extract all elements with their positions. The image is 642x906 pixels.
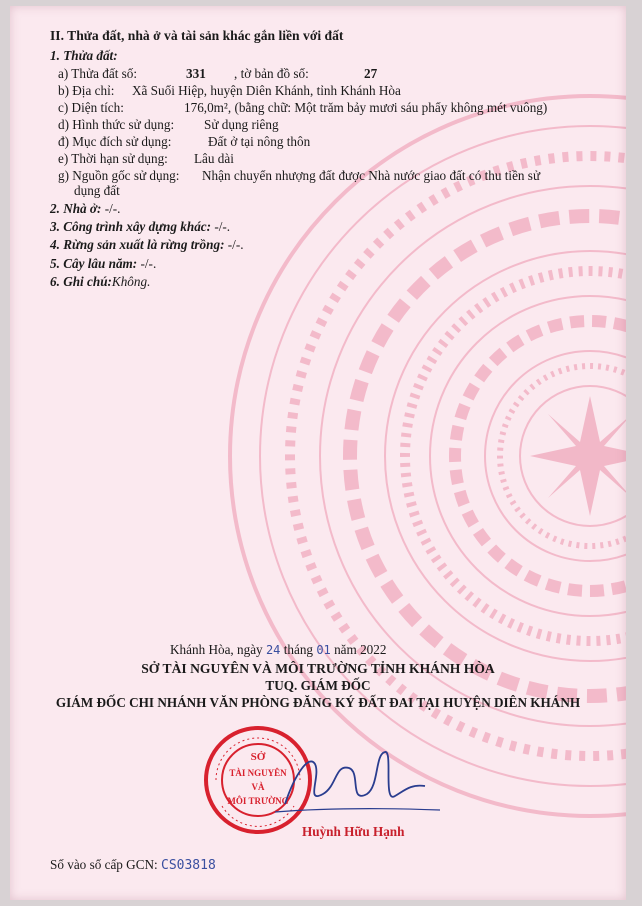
parcel-number-value: 331 <box>186 66 206 81</box>
signer-title: GIÁM ĐỐC CHI NHÁNH VĂN PHÒNG ĐĂNG KÝ ĐẤT ĐAI TẠI HUYỆN DIÊN KHÁNH <box>55 695 581 710</box>
svg-text:TÀI NGUYÊN: TÀI NGUYÊN <box>229 768 287 778</box>
origin-value-line1: Nhận chuyển nhượng đất được Nhà nước giao đất có thu tiền sử <box>202 168 541 183</box>
date-month: 01 <box>316 643 331 657</box>
gcn-number-label: Số vào sổ cấp GCN: <box>50 857 158 872</box>
perennial-value: -/-. <box>140 256 157 271</box>
parcel-number-label: a) Thửa đất số: <box>58 66 138 81</box>
gcn-number-value: CS03818 <box>161 858 216 873</box>
date-month-label: tháng <box>283 642 314 657</box>
house-value: -/-. <box>104 201 121 216</box>
house-row <box>50 201 120 217</box>
land-parcel-heading: 1. Thửa đất: <box>50 48 118 63</box>
issuing-department: SỞ TÀI NGUYÊN VÀ MÔI TRƯỜNG TỈNH KHÁNH HÒA <box>141 661 495 676</box>
date-place: Khánh Hòa, ngày <box>170 642 263 657</box>
term-value: Lâu dài <box>194 151 234 166</box>
signer-authority: TUQ. GIÁM ĐỐC <box>265 678 371 693</box>
svg-text:VÀ: VÀ <box>251 782 265 792</box>
other-works-label: 3. Công trình xây dựng khác: <box>50 219 212 234</box>
other-works-row <box>50 219 230 235</box>
perennial-row <box>50 256 156 272</box>
origin-label: g) Nguồn gốc sử dụng: <box>58 168 180 183</box>
address-value: Xã Suối Hiệp, huyện Diên Khánh, tỉnh Khánh Hòa <box>132 83 401 98</box>
notes-row <box>50 274 150 290</box>
signature <box>265 734 445 824</box>
forest-row <box>50 237 244 253</box>
area-label: c) Diện tích: <box>58 100 124 115</box>
perennial-label: 5. Cây lâu năm: <box>50 256 138 271</box>
notes-label: 6. Ghi chú: <box>50 274 112 289</box>
usage-form-label: d) Hình thức sử dụng: <box>58 117 175 132</box>
forest-value: -/-. <box>227 237 244 252</box>
certificate-page <box>10 6 626 900</box>
signer-name: Huỳnh Hữu Hạnh <box>302 824 405 839</box>
section-heading: II. Thửa đất, nhà ở và tài sản khác gắn liền với đất <box>50 28 344 43</box>
svg-text:MÔI TRƯỜNG: MÔI TRƯỜNG <box>227 796 289 806</box>
other-works-value: -/-. <box>214 219 231 234</box>
gcn-number-row <box>50 857 216 874</box>
term-label: e) Thời hạn sử dụng: <box>58 151 168 166</box>
map-sheet-label: , tờ bản đồ số: <box>234 66 309 81</box>
forest-label: 4. Rừng sản xuất là rừng trồng: <box>50 237 225 252</box>
notes-value: Không. <box>111 274 151 289</box>
date-line <box>170 642 386 658</box>
svg-text:SỞ: SỞ <box>250 751 266 763</box>
origin-value-line2: dụng đất <box>74 183 120 198</box>
map-sheet-value: 27 <box>364 66 378 81</box>
house-label: 2. Nhà ở: <box>50 201 102 216</box>
date-year: năm 2022 <box>334 642 387 657</box>
date-day: 24 <box>265 643 281 657</box>
purpose-value: Đất ở tại nông thôn <box>208 134 311 149</box>
purpose-label: đ) Mục đích sử dụng: <box>58 134 172 149</box>
area-value: 176,0m², (bằng chữ: Một trăm bảy mươi sáu phẩy không mét vuông) <box>184 100 548 115</box>
address-label: b) Địa chỉ: <box>58 83 115 98</box>
usage-form-value: Sử dụng riêng <box>204 117 279 132</box>
